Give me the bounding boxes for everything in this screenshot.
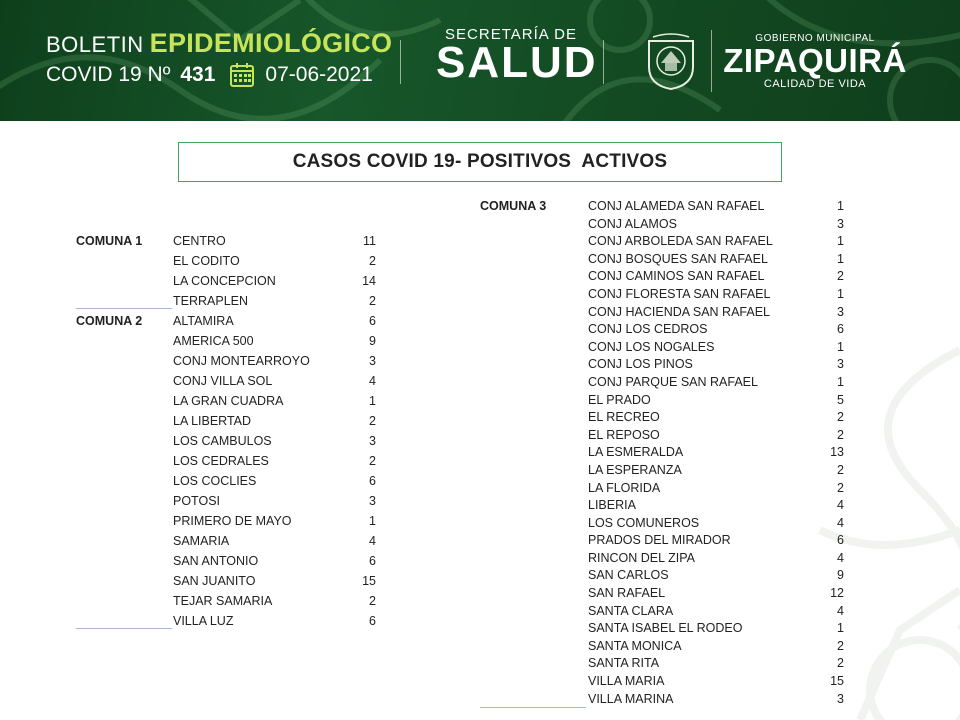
case-count: 1	[837, 199, 844, 213]
bulletin-subtitle	[46, 62, 373, 88]
barrio-name: SANTA CLARA	[588, 603, 674, 618]
case-count: 15	[830, 674, 844, 689]
barrio-name: EL REPOSO	[588, 427, 660, 442]
calendar-icon	[229, 62, 255, 88]
table-row	[480, 374, 844, 392]
case-count: 6	[369, 314, 376, 328]
table-row	[76, 571, 376, 591]
barrio-name: CONJ ALAMEDA SAN RAFAEL	[588, 199, 765, 213]
barrio-name: ALTAMIRA	[173, 314, 234, 328]
barrio-name: CONJ PARQUE SAN RAFAEL	[588, 374, 758, 389]
comuna-label: COMUNA 1	[76, 234, 143, 248]
barrio-name: CONJ VILLA SOL	[173, 374, 273, 388]
barrio-name: CONJ LOS NOGALES	[588, 339, 715, 354]
table-row	[480, 655, 844, 673]
barrio-name: CONJ ARBOLEDA SAN RAFAEL	[588, 234, 773, 249]
table-row	[480, 638, 844, 656]
case-count: 4	[837, 603, 844, 618]
table-row	[480, 603, 844, 621]
case-count: 3	[369, 434, 376, 448]
case-count: 11	[363, 234, 376, 248]
table-row	[480, 216, 844, 234]
boletin-highlight: EPIDEMIOLÓGICO	[149, 28, 393, 58]
table-row	[76, 231, 376, 251]
table-row	[480, 497, 844, 515]
secretaria-label: SECRETARÍA DE	[445, 26, 577, 43]
table-row	[76, 411, 376, 431]
table-row	[480, 515, 844, 533]
barrio-name: SAN ANTONIO	[173, 554, 259, 568]
table-row	[480, 233, 844, 251]
table-row	[480, 392, 844, 410]
case-count: 2	[837, 480, 844, 495]
case-count: 6	[837, 322, 844, 337]
case-count: 2	[369, 294, 376, 308]
case-count: 1	[837, 251, 844, 266]
table-row	[480, 585, 844, 603]
table-row	[76, 531, 376, 551]
barrio-name: CONJ LOS PINOS	[588, 357, 693, 372]
table-row	[480, 427, 844, 445]
table-row	[76, 431, 376, 451]
case-count: 1	[837, 286, 844, 301]
table-row	[480, 321, 844, 339]
case-count: 4	[837, 550, 844, 565]
table-row	[76, 591, 376, 611]
table-row	[480, 480, 844, 498]
barrio-name: CONJ BOSQUES SAN RAFAEL	[588, 251, 768, 266]
barrio-name: LIBERIA	[588, 498, 636, 513]
table-row	[480, 673, 844, 691]
table-row	[76, 551, 376, 571]
table-row	[76, 451, 376, 471]
case-count: 6	[369, 554, 376, 568]
barrio-name: EL PRADO	[588, 392, 651, 407]
page-title: CASOS COVID 19- POSITIVOS ACTIVOS	[178, 142, 782, 182]
barrio-name: LOS COMUNEROS	[588, 515, 700, 530]
barrio-name: LOS CAMBULOS	[173, 434, 272, 448]
case-count: 12	[830, 586, 844, 601]
barrio-name: LA CONCEPCION	[173, 274, 276, 288]
case-count: 3	[837, 216, 844, 231]
case-count: 4	[837, 498, 844, 513]
table-row	[76, 311, 376, 331]
case-count: 2	[369, 454, 376, 468]
barrio-name: SANTA ISABEL EL RODEO	[588, 621, 743, 636]
gobierno-label: GOBIERNO MUNICIPAL	[755, 33, 875, 44]
case-count: 3	[837, 357, 844, 372]
table-row	[480, 356, 844, 374]
bulletin-date: 07-06-2021	[265, 63, 373, 86]
table-row	[76, 351, 376, 371]
zipaquira-logo	[720, 33, 910, 90]
table-row	[76, 331, 376, 351]
case-count: 9	[837, 568, 844, 583]
barrio-name: CONJ MONTEARROYO	[173, 354, 310, 368]
table-row	[480, 691, 844, 709]
case-count: 15	[362, 574, 376, 588]
table-row	[480, 620, 844, 638]
table-row	[480, 198, 844, 216]
case-count: 4	[369, 374, 376, 388]
table-row	[480, 444, 844, 462]
barrio-name: CONJ ALAMOS	[588, 216, 677, 231]
case-count: 3	[369, 494, 376, 508]
table-row	[480, 550, 844, 568]
table-row	[480, 567, 844, 585]
case-count: 14	[362, 274, 376, 288]
case-count: 1	[369, 514, 376, 528]
table-row	[480, 532, 844, 550]
barrio-name: CONJ FLORESTA SAN RAFAEL	[588, 286, 771, 301]
barrio-name: CONJ LOS CEDROS	[588, 322, 708, 337]
table-row	[480, 462, 844, 480]
table-row	[480, 286, 844, 304]
case-count: 4	[369, 534, 376, 548]
barrio-name: PRADOS DEL MIRADOR	[588, 533, 731, 548]
header-divider	[603, 40, 604, 84]
barrio-name: POTOSI	[173, 494, 221, 508]
municipal-seal-icon	[643, 33, 699, 91]
barrio-name: VILLA MARIA	[588, 674, 665, 689]
table-row	[76, 271, 376, 291]
barrio-name: CONJ CAMINOS SAN RAFAEL	[588, 269, 765, 284]
case-count: 2	[837, 269, 844, 284]
case-count: 5	[837, 392, 844, 407]
barrio-name: CONJ HACIENDA SAN RAFAEL	[588, 304, 770, 319]
case-count: 6	[837, 533, 844, 548]
comuna-label: COMUNA 3	[480, 199, 547, 213]
comuna-separator	[76, 628, 172, 629]
case-count: 3	[837, 304, 844, 319]
barrio-name: TEJAR SAMARIA	[173, 594, 273, 608]
barrio-name: LA GRAN CUADRA	[173, 394, 284, 408]
barrio-name: SANTA MONICA	[588, 638, 682, 653]
case-count: 2	[837, 427, 844, 442]
comuna-label: COMUNA 2	[76, 314, 143, 328]
header-divider	[400, 40, 401, 84]
header-banner	[0, 0, 960, 121]
covid-label: COVID 19 Nº	[46, 63, 171, 86]
case-count: 2	[369, 414, 376, 428]
table-row	[76, 371, 376, 391]
case-count: 3	[837, 691, 844, 706]
case-count: 2	[369, 594, 376, 608]
barrio-name: LOS CEDRALES	[173, 454, 269, 468]
barrio-name: VILLA MARINA	[588, 691, 674, 706]
table-row	[480, 304, 844, 322]
lema-label: CALIDAD DE VIDA	[763, 78, 867, 90]
table-row	[76, 471, 376, 491]
barrio-name: LOS COCLIES	[173, 474, 257, 488]
case-count: 2	[837, 656, 844, 671]
barrio-name: SANTA RITA	[588, 656, 660, 671]
case-count: 13	[830, 445, 844, 460]
barrio-name: LA LIBERTAD	[173, 414, 252, 428]
case-count: 1	[837, 374, 844, 389]
right-cases-table	[480, 198, 844, 708]
case-count: 2	[837, 410, 844, 425]
header-divider	[711, 30, 712, 92]
barrio-name: LA ESMERALDA	[588, 445, 684, 460]
barrio-name: SAN CARLOS	[588, 568, 669, 583]
table-row	[76, 391, 376, 411]
table-row	[480, 268, 844, 286]
barrio-name: AMERICA 500	[173, 334, 254, 348]
barrio-name: PRIMERO DE MAYO	[173, 514, 292, 528]
bulletin-number: 431	[180, 63, 216, 86]
barrio-name: RINCON DEL ZIPA	[588, 550, 695, 565]
table-row	[480, 409, 844, 427]
left-cases-table	[76, 231, 376, 631]
case-count: 2	[837, 638, 844, 653]
barrio-name: TERRAPLEN	[173, 294, 249, 308]
case-count: 1	[837, 234, 844, 249]
barrio-name: VILLA LUZ	[173, 614, 234, 628]
case-count: 1	[837, 339, 844, 354]
comuna-separator	[480, 707, 586, 708]
bulletin-title	[46, 28, 392, 59]
case-count: 6	[369, 614, 376, 628]
barrio-name: LA FLORIDA	[588, 480, 661, 495]
barrio-name: EL RECREO	[588, 410, 660, 425]
case-count: 2	[837, 462, 844, 477]
table-row	[480, 339, 844, 357]
case-count: 1	[369, 394, 376, 408]
comuna-separator	[76, 308, 172, 309]
secretaria-salud	[436, 26, 598, 87]
barrio-name: SAN RAFAEL	[588, 586, 666, 601]
table-row	[76, 511, 376, 531]
case-count: 4	[837, 515, 844, 530]
case-count: 1	[837, 621, 844, 636]
case-count: 3	[369, 354, 376, 368]
case-count: 2	[369, 254, 376, 268]
boletin-label: BOLETIN	[46, 32, 144, 57]
barrio-name: SAN JUANITO	[173, 574, 256, 588]
barrio-name: CENTRO	[173, 234, 226, 248]
salud-label: SALUD	[436, 38, 598, 87]
barrio-name: SAMARIA	[173, 534, 230, 548]
table-row	[480, 251, 844, 269]
table-row	[76, 491, 376, 511]
table-row	[76, 251, 376, 271]
case-count: 9	[369, 334, 376, 348]
case-count: 6	[369, 474, 376, 488]
municipio-name: ZIPAQUIRÁ	[723, 42, 907, 79]
barrio-name: EL CODITO	[173, 254, 240, 268]
barrio-name: LA ESPERANZA	[588, 462, 682, 477]
